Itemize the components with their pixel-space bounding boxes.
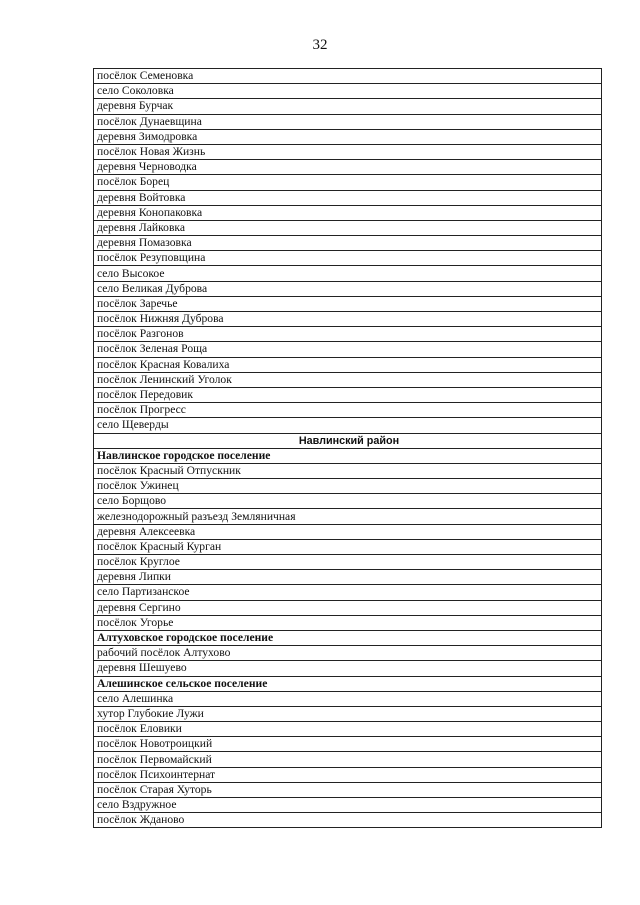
table-row [94,737,602,752]
locality-name: посёлок Разгонов [94,327,602,342]
locality-name: деревня Бурчак [94,99,602,114]
locality-name: посёлок Старая Хуторь [94,782,602,797]
table-row [94,220,602,235]
table-row [94,387,602,402]
settlements-table-body [94,69,602,828]
locality-name: посёлок Психоинтернат [94,767,602,782]
locality-name: село Партизанское [94,585,602,600]
settlements-table [93,68,602,828]
locality-name: посёлок Ленинский Уголок [94,372,602,387]
table-row [94,418,602,433]
table-row [94,296,602,311]
district-header-row [94,433,602,448]
locality-name: село Соколовка [94,84,602,99]
locality-name: село Борщово [94,494,602,509]
locality-name: посёлок Жданово [94,813,602,828]
table-row [94,84,602,99]
locality-name: посёлок Нижняя Дуброва [94,312,602,327]
table-row [94,555,602,570]
locality-name: посёлок Заречье [94,296,602,311]
table-row [94,69,602,84]
table-row [94,205,602,220]
locality-name: посёлок Передовик [94,387,602,402]
locality-name: посёлок Красная Ковалиха [94,357,602,372]
settlement-header-row [94,630,602,645]
table-row [94,266,602,281]
table-row [94,661,602,676]
table-row [94,342,602,357]
locality-name: посёлок Круглое [94,555,602,570]
locality-name: деревня Черноводка [94,160,602,175]
page-number: 32 [312,37,328,53]
locality-name: посёлок Красный Отпускник [94,463,602,478]
table-row [94,251,602,266]
table-row [94,722,602,737]
locality-name: посёлок Новотроицкий [94,737,602,752]
locality-name: железнодорожный разъезд Земляничная [94,509,602,524]
locality-name: деревня Конопаковка [94,205,602,220]
locality-name: село Высокое [94,266,602,281]
locality-name: посёлок Дунаевщина [94,114,602,129]
table-row [94,327,602,342]
table-row [94,160,602,175]
locality-name: посёлок Новая Жизнь [94,144,602,159]
table-row [94,312,602,327]
locality-name: посёлок Первомайский [94,752,602,767]
table-row [94,752,602,767]
locality-name: посёлок Красный Курган [94,539,602,554]
table-row [94,524,602,539]
table-row [94,539,602,554]
table-row [94,600,602,615]
table-row [94,144,602,159]
table-row [94,509,602,524]
locality-name: деревня Сергино [94,600,602,615]
locality-name: село Алешинка [94,691,602,706]
locality-name: деревня Зимодровка [94,129,602,144]
locality-name: рабочий посёлок Алтухово [94,646,602,661]
locality-name: хутор Глубокие Лужи [94,706,602,721]
locality-name: посёлок Семеновка [94,69,602,84]
table-row [94,99,602,114]
locality-name: деревня Войтовка [94,190,602,205]
table-row [94,175,602,190]
table-row [94,585,602,600]
table-row [94,782,602,797]
locality-name: деревня Помазовка [94,236,602,251]
table-row [94,190,602,205]
locality-name: деревня Шешуево [94,661,602,676]
locality-name: посёлок Ужинец [94,479,602,494]
table-row [94,706,602,721]
table-row [94,615,602,630]
table-row [94,463,602,478]
table-row [94,646,602,661]
table-row [94,114,602,129]
table-row [94,767,602,782]
table-row [94,494,602,509]
table-row [94,281,602,296]
table-row [94,357,602,372]
settlement-header-row [94,448,602,463]
settlement-name: Навлинское городское поселение [94,448,602,463]
table-row [94,570,602,585]
locality-name: посёлок Угорье [94,615,602,630]
table-row [94,813,602,828]
table-row [94,403,602,418]
settlement-name: Алтуховское городское поселение [94,630,602,645]
settlement-name: Алешинское сельское поселение [94,676,602,691]
table-row [94,372,602,387]
table-row [94,236,602,251]
settlement-header-row [94,676,602,691]
locality-name: посёлок Резуповщина [94,251,602,266]
locality-name: деревня Алексеевка [94,524,602,539]
locality-name: деревня Лайковка [94,220,602,235]
district-name: Навлинский район [94,433,602,448]
locality-name: посёлок Борец [94,175,602,190]
table-row [94,798,602,813]
locality-name: посёлок Еловики [94,722,602,737]
table-row [94,691,602,706]
locality-name: посёлок Прогресс [94,403,602,418]
table-row [94,479,602,494]
locality-name: село Вздружное [94,798,602,813]
locality-name: село Щеверды [94,418,602,433]
locality-name: село Великая Дуброва [94,281,602,296]
locality-name: посёлок Зеленая Роща [94,342,602,357]
table-row [94,129,602,144]
locality-name: деревня Липки [94,570,602,585]
